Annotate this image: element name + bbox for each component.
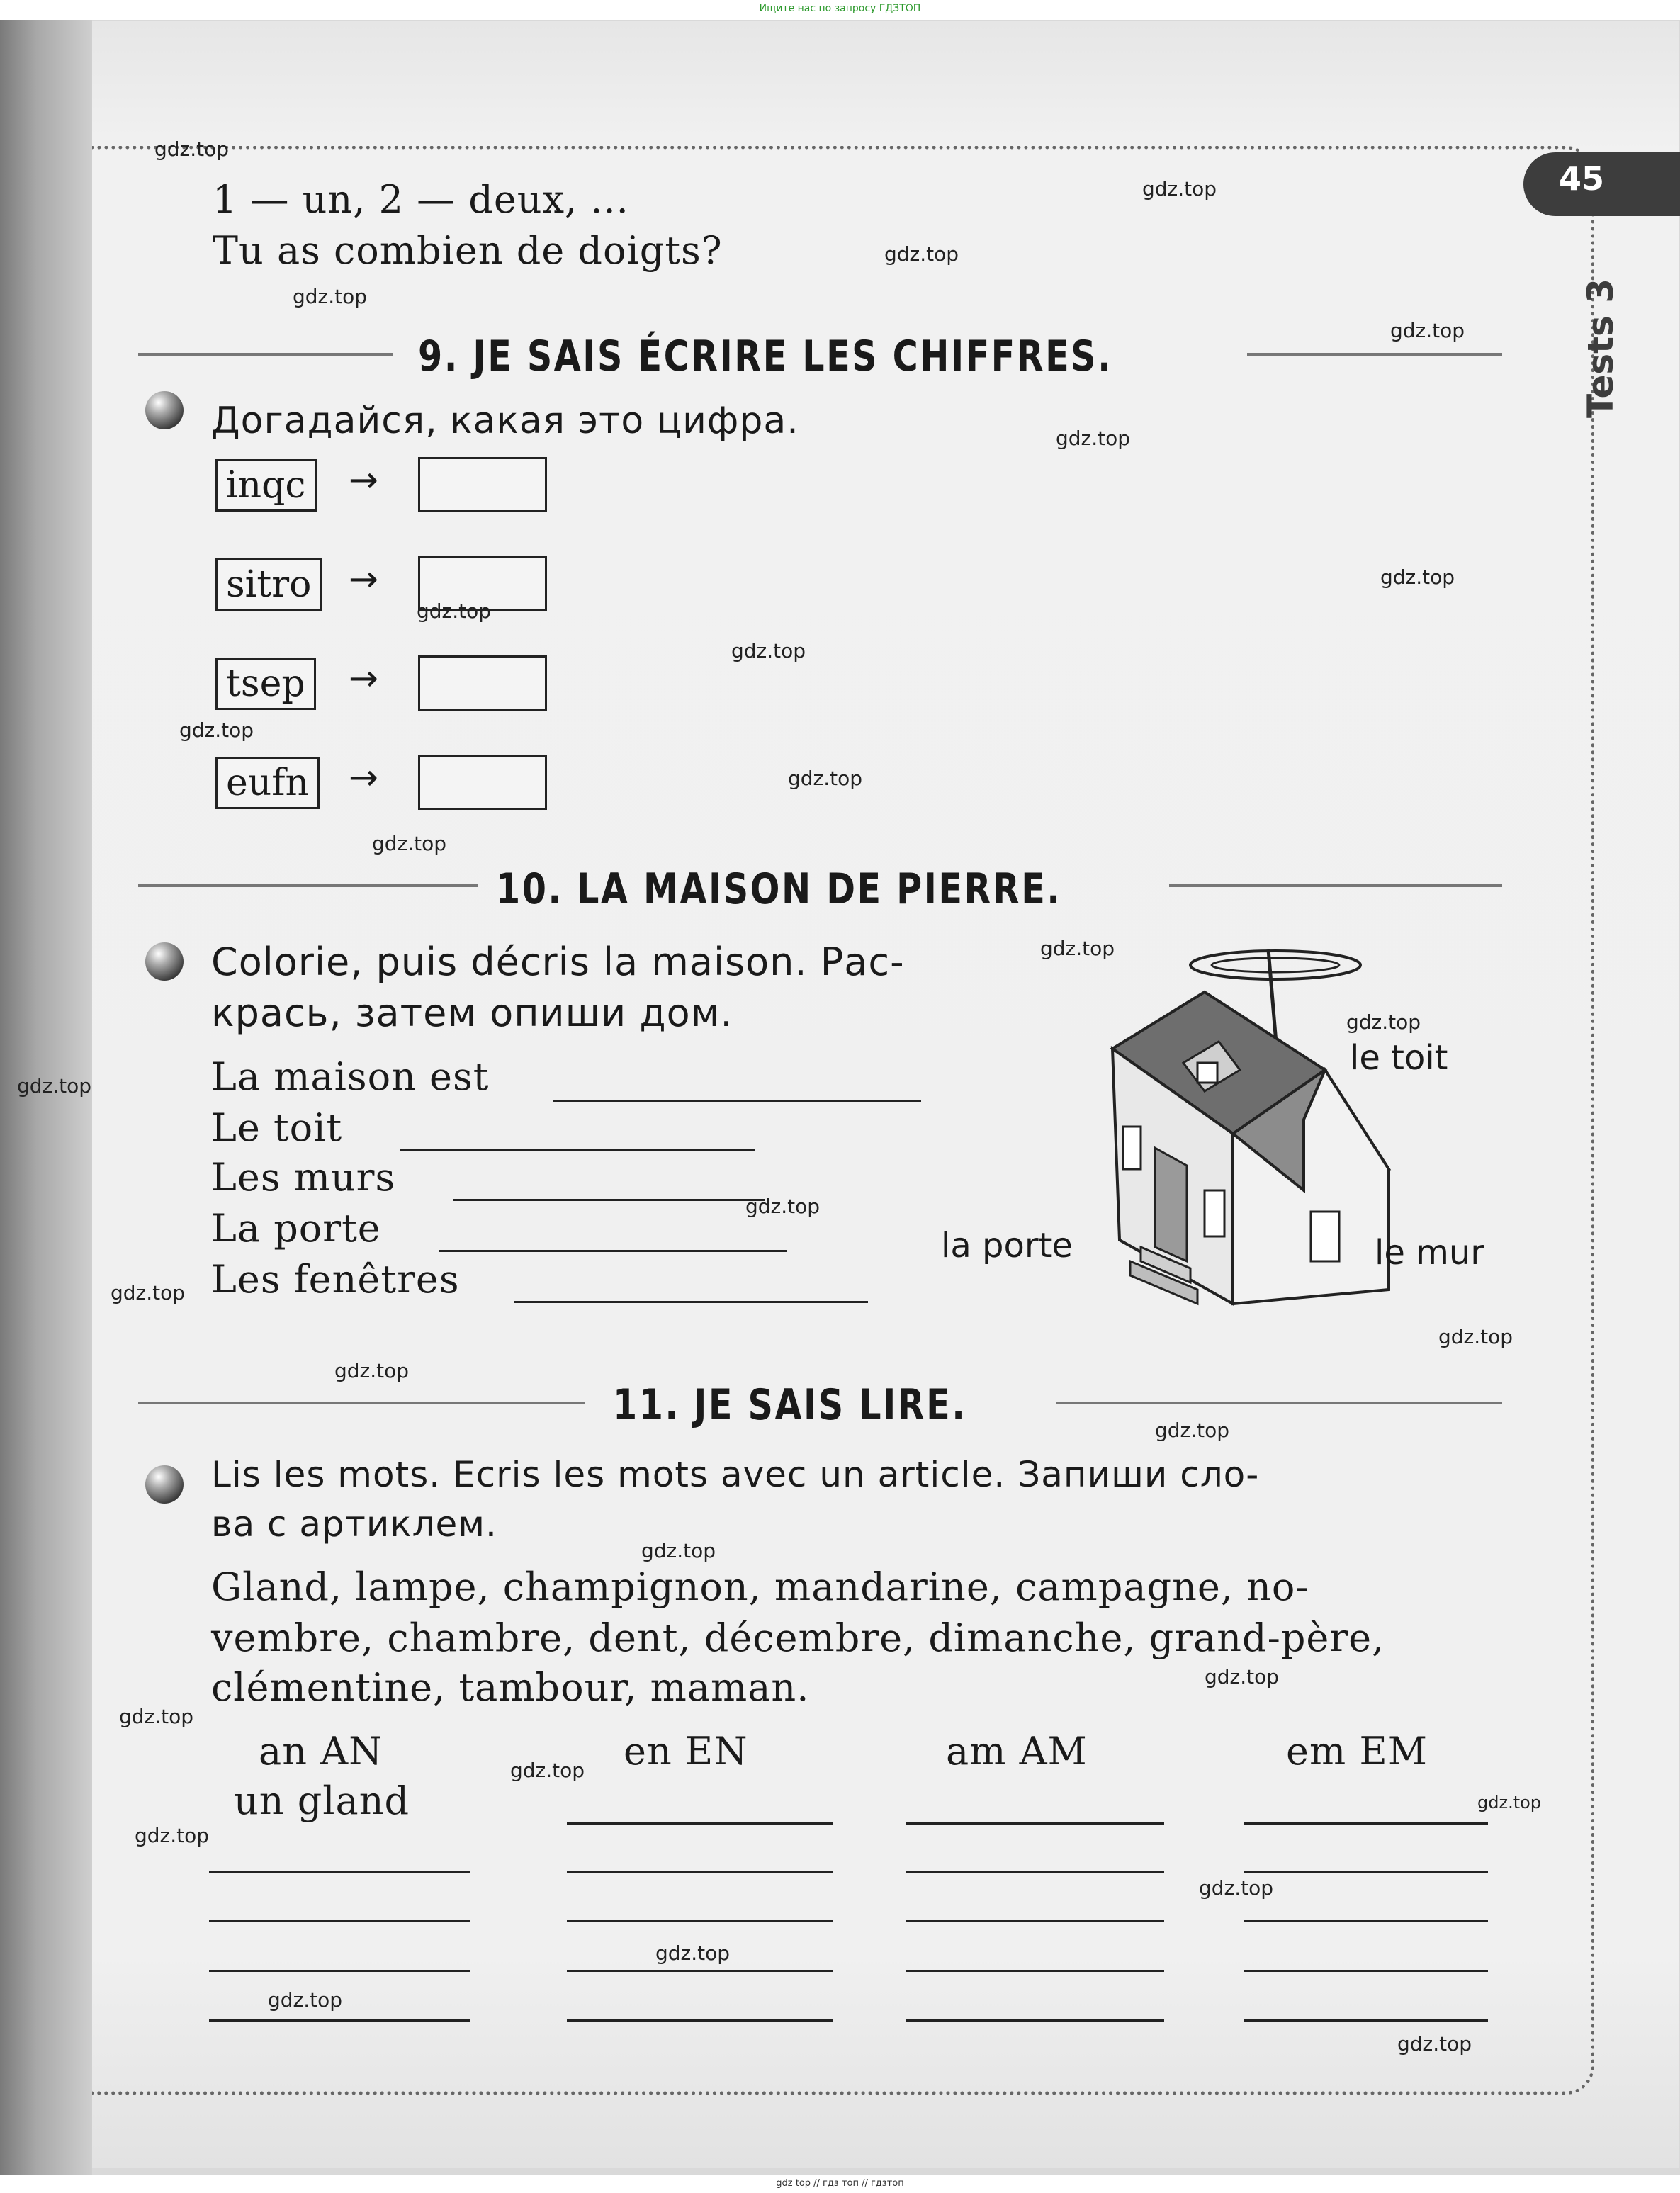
watermark: gdz.top: [655, 1941, 731, 1965]
watermark: gdz.top: [510, 1759, 585, 1782]
answer-line[interactable]: [209, 2019, 470, 2022]
watermark: gdz.top: [1199, 1876, 1274, 1900]
section-10-instruction-2: крась, затем опиши дом.: [211, 991, 733, 1035]
column-header-an: an AN: [259, 1729, 383, 1774]
answer-line[interactable]: [1244, 1822, 1488, 1825]
arrow-icon: →: [349, 757, 378, 798]
scrambled-word: sitro: [215, 558, 322, 611]
watermark: gdz.top: [641, 1539, 716, 1562]
watermark: gdz.top: [745, 1195, 821, 1218]
bullet-icon: [145, 391, 184, 429]
watermark: gdz.top: [1142, 177, 1217, 201]
intro-line-2: Tu as combien de doigts?: [213, 228, 723, 273]
watermark: gdz.top: [372, 832, 447, 855]
arrow-icon: →: [349, 459, 378, 500]
answer-line[interactable]: [567, 1970, 833, 1972]
column-header-en: en EN: [624, 1729, 748, 1774]
watermark: gdz.top: [1438, 1325, 1513, 1348]
answer-line[interactable]: [567, 1920, 833, 1922]
section-11-title: 11. JE SAIS LIRE.: [613, 1380, 967, 1430]
heading-rule: [138, 353, 393, 356]
watermark: gdz.top: [1155, 1419, 1230, 1442]
watermark: gdz.top: [1205, 1665, 1280, 1689]
answer-line[interactable]: [906, 2019, 1164, 2022]
section-9-title: 9. JE SAIS ÉCRIRE LES CHIFFRES.: [418, 332, 1113, 381]
watermark: gdz.top: [788, 767, 863, 790]
label-le-toit: le toit: [1350, 1038, 1448, 1078]
column-header-em: em EM: [1286, 1729, 1428, 1774]
watermark: gdz.top: [1390, 319, 1465, 342]
heading-rule: [1169, 884, 1502, 887]
answer-line[interactable]: [553, 1100, 921, 1102]
answer-line[interactable]: [567, 1822, 833, 1825]
section-9-instruction: Догадайся, какая это цифра.: [211, 400, 799, 442]
bullet-icon: [145, 1465, 184, 1504]
watermark: gdz.top: [135, 1824, 210, 1847]
watermark: gdz.top: [268, 1988, 343, 2012]
word-list-line-2: vembre, chambre, dent, décembre, dimanche, grand-père,: [211, 1616, 1385, 1660]
answer-line[interactable]: [1244, 1970, 1488, 1972]
watermark: gdz.top: [334, 1359, 410, 1382]
watermark: gdz.top: [111, 1281, 186, 1304]
example-answer: un gland: [234, 1778, 410, 1823]
scrambled-word: eufn: [215, 757, 320, 809]
answer-line[interactable]: [439, 1250, 787, 1252]
heading-rule: [1056, 1402, 1502, 1404]
answer-line[interactable]: [1244, 1920, 1488, 1922]
answer-line[interactable]: [453, 1199, 765, 1201]
watermark: gdz.top: [17, 1074, 92, 1098]
bullet-icon: [145, 942, 184, 981]
arrow-icon: →: [349, 558, 378, 599]
answer-line[interactable]: [1244, 1871, 1488, 1873]
prompt-murs: Les murs: [211, 1155, 396, 1200]
watermark: gdz.top: [1380, 565, 1455, 589]
watermark: gdz.top: [1056, 427, 1131, 450]
watermark: gdz.top: [1397, 2032, 1472, 2056]
watermark: gdz.top: [1346, 1010, 1421, 1034]
watermark: gdz.top: [119, 1705, 194, 1728]
top-link[interactable]: Ищите нас по запросу ГДЗТОП: [759, 3, 921, 14]
section-10-instruction-1: Colorie, puis décris la maison. Рас-: [211, 940, 905, 984]
answer-line[interactable]: [906, 1871, 1164, 1873]
watermark: gdz.top: [884, 242, 959, 266]
house-illustration: [1091, 935, 1488, 1332]
watermark: gdz.top: [179, 718, 254, 742]
intro-line-1: 1 — un, 2 — deux, ...: [213, 177, 629, 222]
section-10-title: 10. LA MAISON DE PIERRE.: [496, 864, 1062, 914]
prompt-fenetres: Les fenêtres: [211, 1257, 460, 1302]
answer-box[interactable]: [418, 755, 547, 810]
answer-line[interactable]: [906, 1970, 1164, 1972]
arrow-icon: →: [349, 658, 378, 699]
section-11-instruction-2: ва с артиклем.: [211, 1504, 497, 1545]
answer-line[interactable]: [567, 2019, 833, 2022]
watermark: gdz.top: [1040, 937, 1115, 960]
answer-line[interactable]: [567, 1871, 833, 1873]
prompt-maison: La maison est: [211, 1054, 490, 1099]
watermark: gdz.top: [417, 599, 492, 623]
heading-rule: [138, 884, 478, 887]
bottom-link[interactable]: gdz top // гдз топ // гдзтоп: [776, 2178, 904, 2189]
word-list-line-3: clémentine, tambour, maman.: [211, 1665, 810, 1710]
label-le-mur: le mur: [1375, 1233, 1485, 1273]
answer-line[interactable]: [1244, 2019, 1488, 2022]
watermark: gdz.top: [1477, 1793, 1542, 1813]
heading-rule: [138, 1402, 585, 1404]
watermark: gdz.top: [293, 285, 368, 308]
answer-box[interactable]: [418, 457, 547, 512]
answer-line[interactable]: [209, 1871, 470, 1873]
answer-line[interactable]: [400, 1149, 755, 1151]
answer-line[interactable]: [514, 1301, 868, 1303]
prompt-porte: La porte: [211, 1206, 381, 1251]
answer-line[interactable]: [209, 1920, 470, 1922]
prompt-toit: Le toit: [211, 1105, 343, 1150]
side-tab-label: Tests 3: [1580, 278, 1621, 418]
page-number: 45: [1559, 159, 1605, 198]
watermark: gdz.top: [731, 639, 806, 663]
label-la-porte: la porte: [941, 1226, 1073, 1265]
answer-line[interactable]: [906, 1920, 1164, 1922]
section-11-instruction-1: Lis les mots. Ecris les mots avec un article. Запиши сло-: [211, 1454, 1260, 1495]
answer-line[interactable]: [906, 1822, 1164, 1825]
heading-rule: [1247, 353, 1502, 356]
answer-line[interactable]: [209, 1970, 470, 1972]
scrambled-word: inqc: [215, 459, 317, 512]
answer-box[interactable]: [418, 655, 547, 711]
scrambled-word: tsep: [215, 658, 316, 710]
word-list-line-1: Gland, lampe, champignon, mandarine, campagne, no-: [211, 1565, 1309, 1609]
watermark: gdz.top: [154, 137, 230, 161]
column-header-am: am AM: [946, 1729, 1088, 1774]
